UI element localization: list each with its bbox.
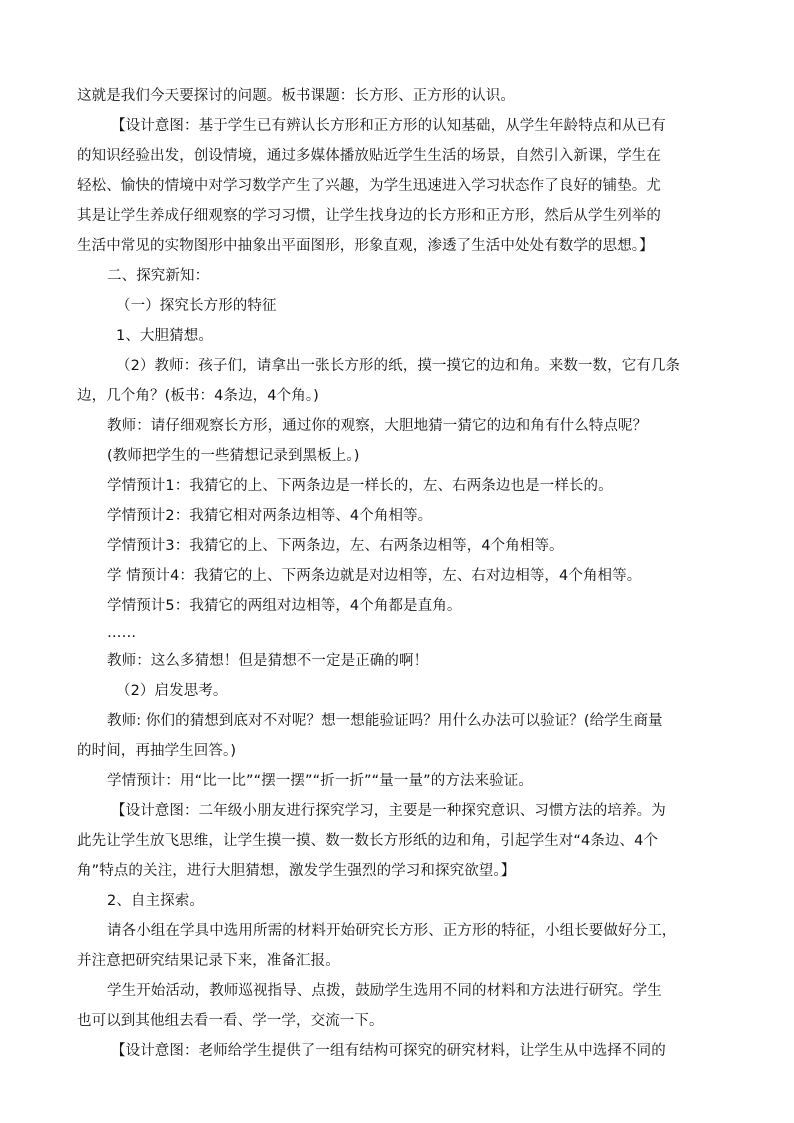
text-line: 并注意把研究结果记录下来，准备汇报。 <box>77 953 340 969</box>
text-line: 角”特点的关注，进行大胆猜想，激发学生强烈的学习和探究欲望。】 <box>77 863 516 879</box>
text-line: 学情预计5：我猜它的两组对边相等，4个角都是直角。 <box>107 598 462 614</box>
text-line: 也可以到其他组去看一看、学一学，交流一下。 <box>77 1013 384 1029</box>
text-line: （2）教师：孩子们，请拿出一张长方形的纸，摸一摸它的边和角。来数一数，它有几条 <box>116 358 681 374</box>
text-line: 边，几个角？(板书：4条边，4个角。) <box>77 388 319 404</box>
text-line: (教师把学生的一些猜想记录到黑板上。) <box>107 448 360 464</box>
text-line: 教师：请仔细观察长方形，通过你的观察，大胆地猜一猜它的边和角有什么特点呢？ <box>107 418 648 434</box>
text-line: 教师：这么多猜想！但是猜想不一定是正确的啊！ <box>107 653 429 669</box>
text-line: 这就是我们今天要探讨的问题。板书课题：长方形、正方形的认识。 <box>77 88 515 104</box>
text-line: 学情预计：用“比一比”“摆一摆”“折一折”“量一量”的方法来验证。 <box>107 773 533 789</box>
ellipsis-line: …… <box>107 625 137 641</box>
text-line: 的时间，再抽学生回答。) <box>77 743 237 759</box>
text-line: 教师: 你们的猜想到底对不对呢？想一想能验证吗？用什么办法可以验证？(给学生商量 <box>107 713 663 729</box>
text-line: 此先让学生放飞思维，让学生摸一摸、数一数长方形纸的边和角，引起学生对“4条边、4个 <box>77 833 659 849</box>
text-line: 生活中常见的实物图形中抽象出平面图形，形象直观，渗透了生活中处处有数学的思想。】 <box>77 238 654 254</box>
text-line: 的知识经验出发，创设情境，通过多媒体播放贴近学生生活的场景，自然引入新课，学生在 <box>77 148 661 164</box>
subsection-heading: （一）探究长方形的特征 <box>116 298 277 314</box>
text-line: 学情预计2：我猜它相对两条边相等、4个角相等。 <box>107 508 433 524</box>
text-line: 学情预计1：我猜它的上、下两条边是一样长的，左、右两条边也是一样长的。 <box>107 478 613 494</box>
section-heading: 二、探究新知： <box>107 268 210 284</box>
text-line: 其是让学生养成仔细观察的学习习惯，让学生找身边的长方形和正方形，然后从学生列举的 <box>77 208 661 224</box>
text-line: 【设计意图：老师给学生提供了一组有结构可探究的研究材料，让学生从中选择不同的 <box>111 1043 666 1059</box>
text-line: 学 情预计4：我猜它的上、下两条边就是对边相等，左、右对边相等，4个角相等。 <box>107 568 642 584</box>
step-heading: 2、自主探索。 <box>107 893 204 909</box>
text-line: 学生开始活动，教师巡视指导、点拨，鼓励学生选用不同的材料和方法进行研究。学生 <box>107 983 662 999</box>
text-line: 轻松、愉快的情境中对学习数学产生了兴趣，为学生迅速进入学习状态作了良好的铺垫。尤 <box>77 178 661 194</box>
text-line: 【设计意图：基于学生已有辨认长方形和正方形的认知基础，从学生年龄特点和从已有 <box>111 118 666 134</box>
text-line: 请各小组在学具中选用所需的材料开始研究长方形、正方形的特征，小组长要做好分工， <box>107 923 677 939</box>
step-heading: （2）启发思考。 <box>116 683 228 699</box>
step-heading: 1、大胆猜想。 <box>116 328 213 344</box>
text-line: 学情预计3：我猜它的上、下两条边，左、右两条边相等，4个角相等。 <box>107 538 564 554</box>
text-line: 【设计意图：二年级小朋友进行探究学习，主要是一种探究意识、习惯方法的培养。为 <box>111 803 666 819</box>
